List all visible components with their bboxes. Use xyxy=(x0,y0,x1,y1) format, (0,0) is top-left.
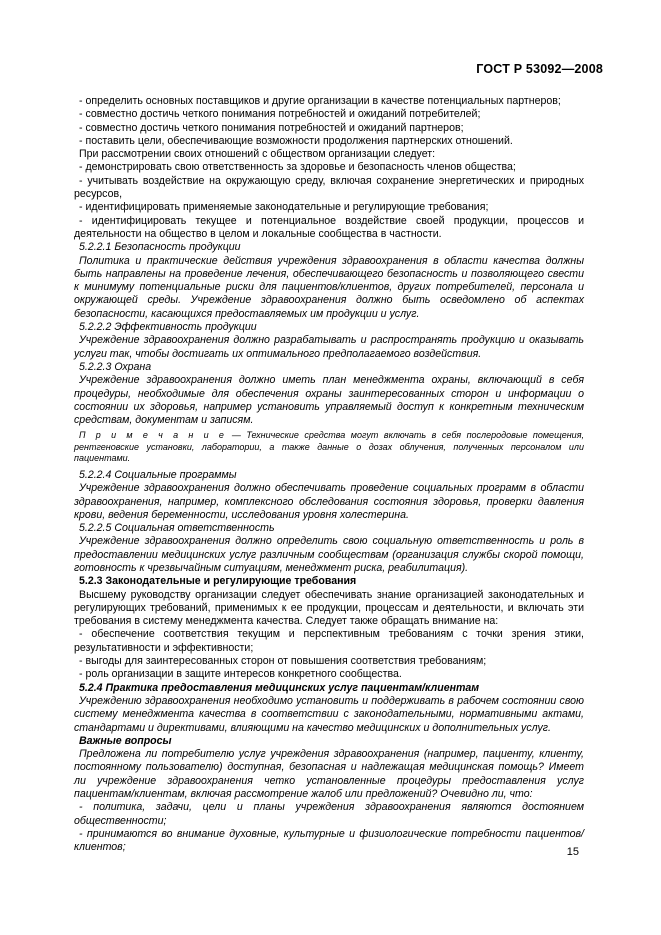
list-item: - политика, задачи, цели и планы учреждения здравоохранения являются достоянием общественности; xyxy=(74,801,584,827)
note-text: — Технические средства могут включать в себя послеродовые помещения, рентгеновские установки, лаборатории, а также данные о дозах облучения, полученных персоналом или пациентами. xyxy=(74,430,584,464)
list-item: - совместно достичь четкого понимания потребностей и ожиданий потребителей; xyxy=(79,108,481,121)
body-text xyxy=(74,95,584,855)
list-item: - идентифицировать применяемые законодательные и регулирующие требования; xyxy=(79,201,489,214)
list-item: - совместно достичь четкого понимания потребностей и ожиданий партнеров; xyxy=(79,121,464,134)
page-number: 15 xyxy=(566,846,579,858)
paragraph: Политика и практические действия учреждения здравоохранения в области качества должны быть направлены на проведение лечения, обеспечивающего безопасность и позволяющего свести к минимуму потенциальные риски для пациентов/клиентов, других потребителей, персонала и окружающей среды. Учреждение здравоохранения должно быть осведомлено об аспектах безопасности, касающихся предоставляемых им продукции и услуг. xyxy=(74,254,584,320)
section-heading-5-2-2-1: 5.2.2.1 Безопасность продукции xyxy=(79,241,241,254)
paragraph: Учреждению здравоохранения необходимо установить и поддерживать в рабочем состоянии свою систему менеджмента качества в соответствии с законодательными, нормативными актами, стандартами и директивами, влияющими на качество медицинских и дополнительных услуг. xyxy=(74,694,584,734)
paragraph: Высшему руководству организации следует обеспечивать знание организацией законодательных и регулирующих требований, применимых к ее продукции, процессам и деятельности, и включать эти требования в систему менеджмента качества. Следует также обращать внимание на: xyxy=(74,588,584,628)
section-heading-5-2-4: 5.2.4 Практика предоставления медицинских услуг пациентам/клиентам xyxy=(79,681,480,694)
section-heading-5-2-2-2: 5.2.2.2 Эффективность продукции xyxy=(79,321,257,334)
paragraph: Учреждение здравоохранения должно иметь план менеджмента охраны, включающий в себя процедуры, необходимые для обеспечения охраны заинтересованных сторон и информации о состоянии их здоровья, например установить управляемый доступ к конкретным техническим средствам, документам и записям. xyxy=(74,374,584,427)
paragraph: Учреждение здравоохранения должно обеспечивать проведение социальных программ в области здравоохранения, например, комплексного обследования состояния здоровья, проверки давления крови, ведения беременности, исследования уровня холестерина. xyxy=(74,482,584,521)
list-item: - учитывать воздействие на окружающую среду, включая сохранение энергетических и природных ресурсов, xyxy=(74,174,584,201)
note-label: П р и м е ч а н и е xyxy=(79,430,227,441)
list-item: - определить основных поставщиков и другие организации в качестве потенциальных партнеров; xyxy=(79,95,561,107)
paragraph: Предложена ли потребителю услуг учреждения здравоохранения (например, пациенту, клиенту, постоянному пользователю) доступная, безопасная и надлежащая медицинская помощь? Имеет ли учреждение здравоохранения четко установленные процедуры предоставления услуг пациентам/клиентам, включая рассмотрение жалоб или предложений? Очевидно ли, что: xyxy=(74,748,584,801)
list-item: - принимаются во внимание духовные, культурные и физиологические потребности пациентов/клиентов; xyxy=(74,827,584,854)
section-heading-5-2-2-3: 5.2.2.3 Охрана xyxy=(79,360,152,373)
section-heading-5-2-2-5: 5.2.2.5 Социальная ответственность xyxy=(79,522,275,535)
list-item: - обеспечение соответствия текущим и перспективным требованиям с точки зрения этики, результативности и эффективности; xyxy=(74,628,584,654)
list-item: - идентифицировать текущее и потенциальное воздействие своей продукции, процессов и деятельности на общество в целом и локальные сообщества в частности. xyxy=(74,214,584,240)
paragraph: Учреждение здравоохранения должно определить свою социальную ответственность и роль в предоставлении медицинских услуг различным сообществам (организация службы скорой помощи, готовность к чрезвычайным ситуациям, менеджмент риска, реабилитация). xyxy=(74,535,584,574)
note xyxy=(74,430,584,465)
section-heading-5-2-2-4: 5.2.2.4 Социальные программы xyxy=(79,468,237,481)
list-item: - демонстрировать свою ответственность за здоровье и безопасность членов общества; xyxy=(79,161,516,174)
list-item: - выгоды для заинтересованных сторон от повышения соответствия требованиям; xyxy=(79,655,487,668)
list-item: - роль организации в защите интересов конкретного сообщества. xyxy=(79,668,402,681)
section-heading-5-2-3: 5.2.3 Законодательные и регулирующие требования xyxy=(79,575,357,588)
standard-header: ГОСТ Р 53092—2008 xyxy=(476,62,603,76)
list-item: - поставить цели, обеспечивающие возможности продолжения партнерских отношений. xyxy=(79,134,513,147)
important-issues-heading: Важные вопросы xyxy=(79,734,172,747)
paragraph: Учреждение здравоохранения должно разрабатывать и распространять продукцию и оказывать услуги так, чтобы достигать их оптимального предполагаемого воздействия. xyxy=(74,334,584,360)
paragraph: При рассмотрении своих отношений с обществом организации следует: xyxy=(79,148,436,161)
